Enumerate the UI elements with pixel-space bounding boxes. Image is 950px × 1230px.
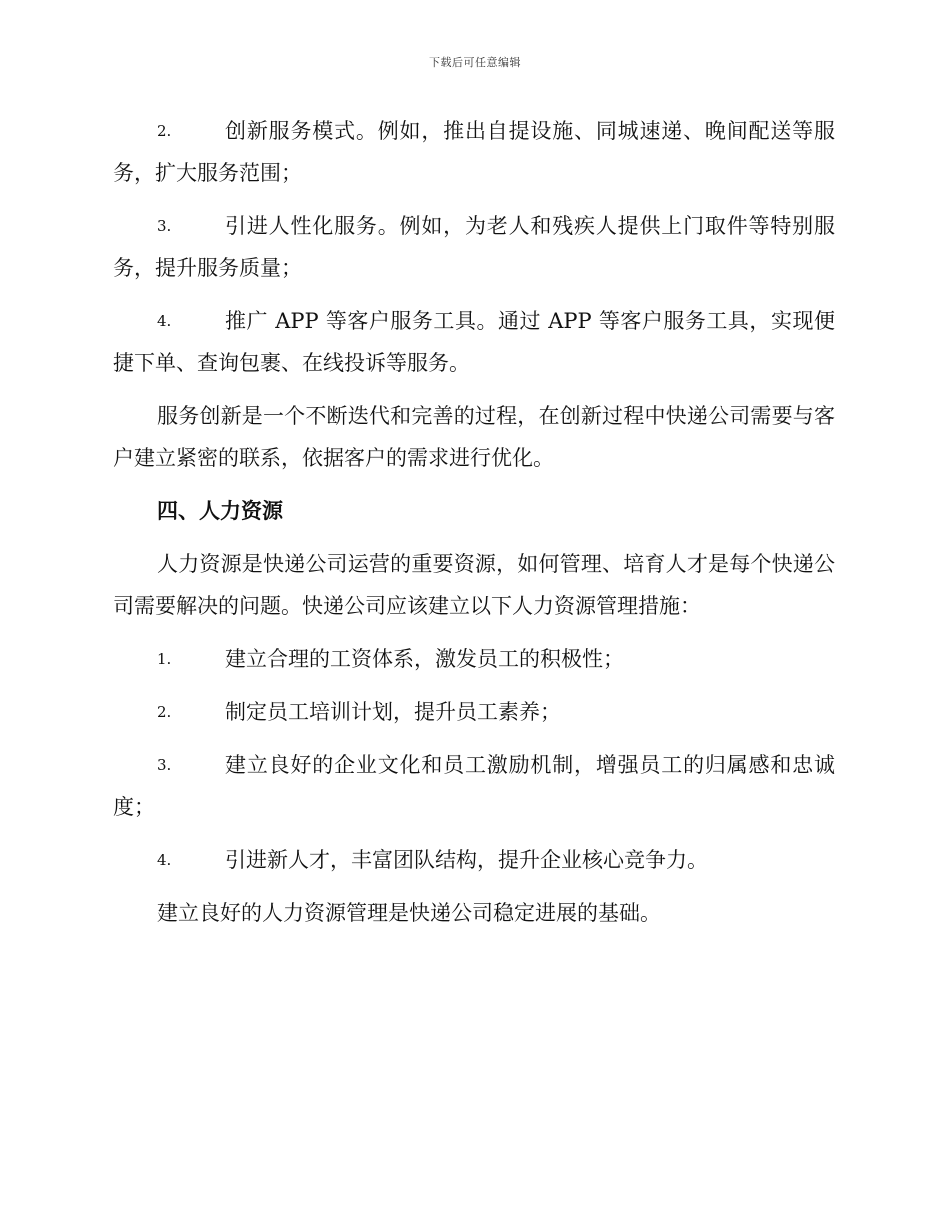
list-item <box>113 691 835 733</box>
list-item-number: 1. <box>157 650 172 668</box>
list-item-text: 推广 APP 等客户服务工具。通过 APP 等客户服务工具，实现便捷下单、查询包裹、在线投诉等服务。 <box>113 309 835 375</box>
list-item-number: 3. <box>157 217 172 235</box>
list-item-number: 3. <box>157 756 172 774</box>
list-item-text: 建立合理的工资体系，激发员工的积极性； <box>225 647 624 671</box>
list-item <box>113 110 835 194</box>
list-item-number: 4. <box>157 851 172 869</box>
list-item-text: 建立良好的企业文化和员工激励机制，增强员工的归属感和忠诚度； <box>113 753 835 819</box>
list-item-number: 4. <box>157 312 172 330</box>
section-heading: 四、人力资源 <box>157 498 283 523</box>
list-item-text: 引进新人才，丰富团队结构，提升企业核心竞争力。 <box>225 848 708 872</box>
paragraph: 建立良好的人力资源管理是快递公司稳定进展的基础。 <box>157 901 661 925</box>
paragraph: 服务创新是一个不断迭代和完善的过程，在创新过程中快递公司需要与客户建立紧密的联系，依据客户的需求进行优化。 <box>113 404 835 470</box>
list-item-number: 2. <box>157 122 172 140</box>
list-item-text: 创新服务模式。例如，推出自提设施、同城速递、晚间配送等服务，扩大服务范围； <box>113 119 835 185</box>
paragraph: 人力资源是快递公司运营的重要资源，如何管理、培育人才是每个快递公司需要解决的问题。快递公司应该建立以下人力资源管理措施： <box>113 552 835 618</box>
list-item-text: 制定员工培训计划，提升员工素养； <box>225 700 561 724</box>
list-item <box>113 744 835 828</box>
list-item <box>113 300 835 384</box>
document-body <box>113 110 835 945</box>
list-item <box>113 638 835 680</box>
list-item-text: 引进人性化服务。例如，为老人和残疾人提供上门取件等特别服务，提升服务质量； <box>113 214 835 280</box>
page-header: 下载后可任意编辑 <box>429 56 521 69</box>
list-item <box>113 205 835 289</box>
list-item-number: 2. <box>157 703 172 721</box>
list-item <box>113 839 835 881</box>
